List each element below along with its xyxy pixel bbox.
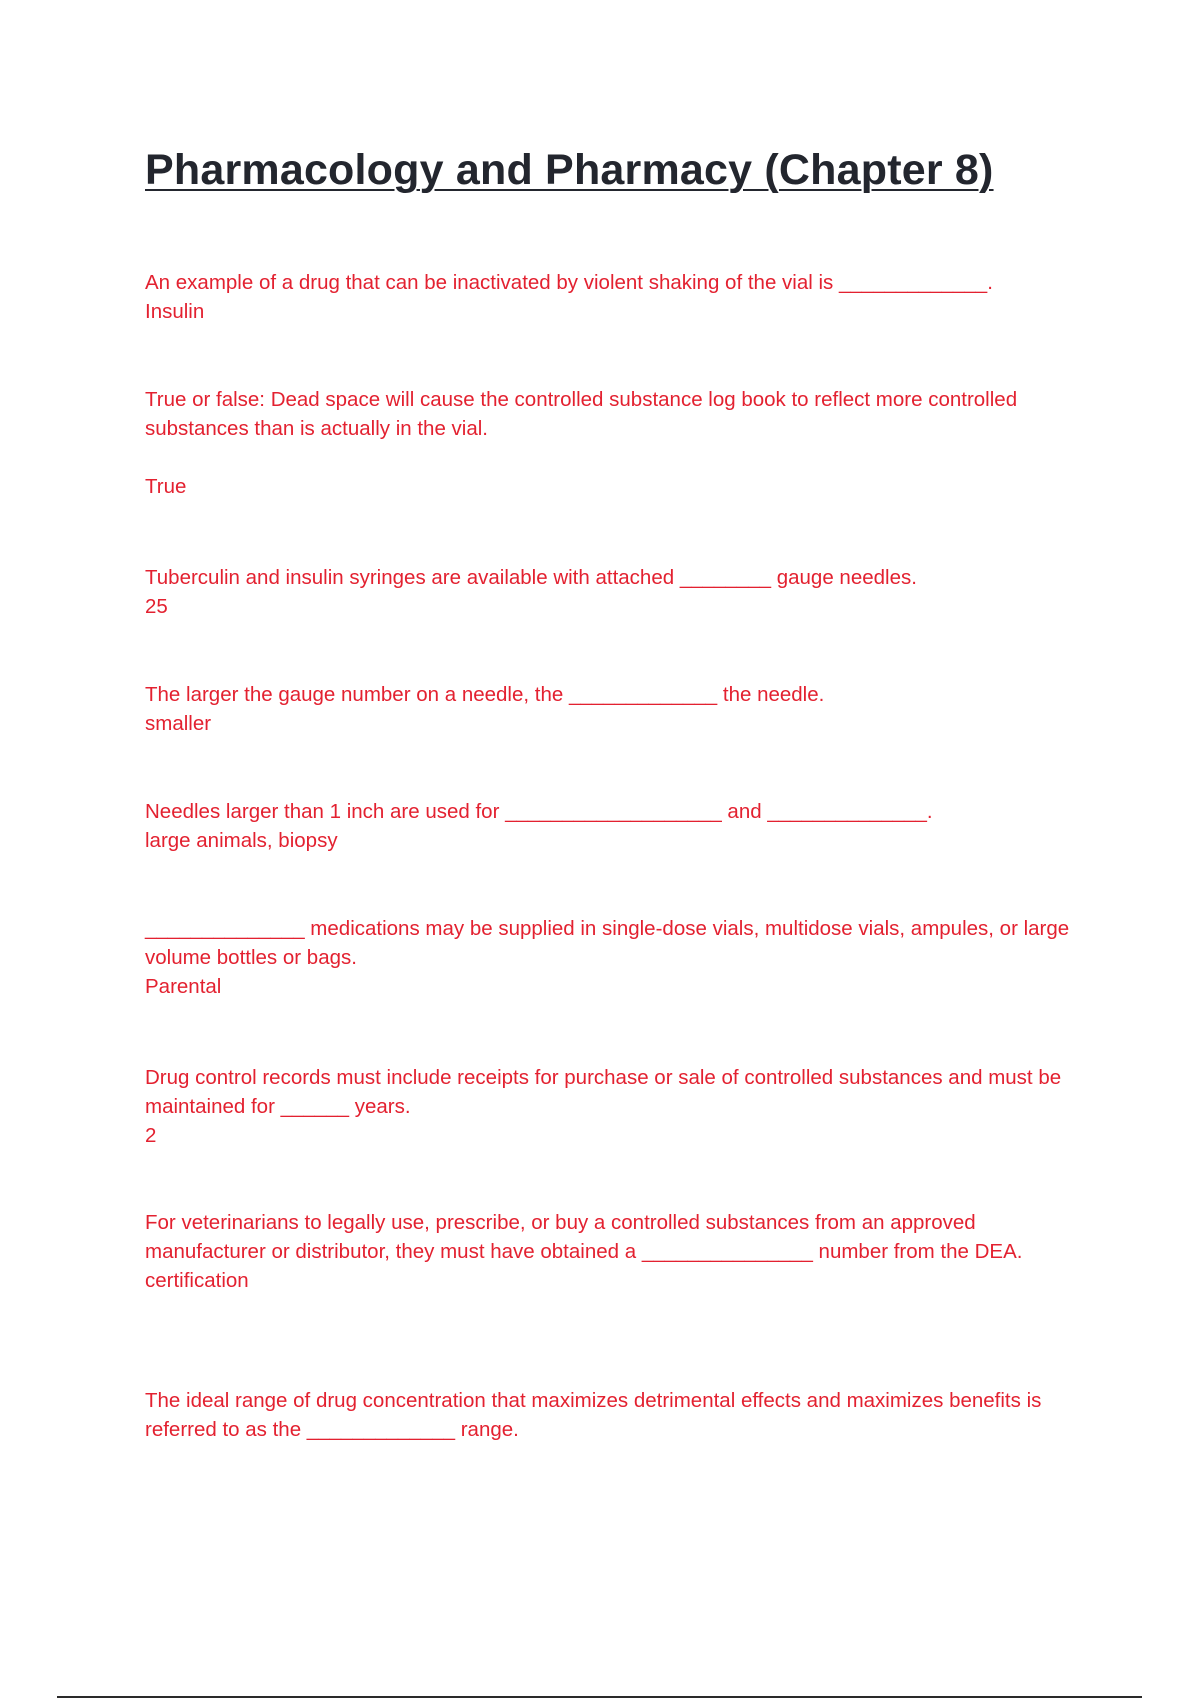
question-text: An example of a drug that can be inactivated by violent shaking of the vial is _____________.: [145, 271, 993, 294]
answer-text: 25: [145, 595, 168, 618]
question-text: ______________ medications may be supplied in single-dose vials, multidose vials, ampules, or large volume bottles or bags.: [145, 917, 1070, 969]
question-text: The ideal range of drug concentration that maximizes detrimental effects and maximizes benefits is referred to as the _____________ range.: [145, 1389, 1042, 1441]
question-block-2: [145, 385, 1100, 501]
footer-divider: [57, 1696, 1142, 1698]
answer-text: True: [145, 475, 187, 498]
question-text: For veterinarians to legally use, prescribe, or buy a controlled substances from an approved manufacturer or distributor, they must have obtained a _______________ number from the DEA.: [145, 1211, 1023, 1263]
answer-text: certification: [145, 1269, 249, 1292]
question-block-1: [145, 268, 1100, 326]
question-text: Drug control records must include receipts for purchase or sale of controlled substances and must be maintained for ______ years.: [145, 1066, 1062, 1118]
question-block-5: [145, 797, 1100, 855]
question-block-3: [145, 563, 1100, 621]
page-title: Pharmacology and Pharmacy (Chapter 8): [145, 146, 994, 194]
question-text: The larger the gauge number on a needle, the _____________ the needle.: [145, 683, 825, 706]
question-block-7: [145, 1063, 1100, 1150]
question-text: Needles larger than 1 inch are used for ___________________ and ______________.: [145, 800, 933, 823]
question-block-8: [145, 1208, 1100, 1295]
answer-text: large animals, biopsy: [145, 829, 338, 852]
question-block-4: [145, 680, 1100, 738]
question-text: Tuberculin and insulin syringes are available with attached ________ gauge needles.: [145, 566, 917, 589]
answer-text: 2: [145, 1124, 157, 1147]
answer-text: smaller: [145, 712, 212, 735]
answer-text: Parental: [145, 975, 222, 998]
question-text: True or false: Dead space will cause the controlled substance log book to reflect more controlled substances than is actually in the vial.: [145, 388, 1018, 440]
answer-text: Insulin: [145, 300, 205, 323]
question-block-6: [145, 914, 1100, 1001]
question-block-9: [145, 1386, 1100, 1444]
